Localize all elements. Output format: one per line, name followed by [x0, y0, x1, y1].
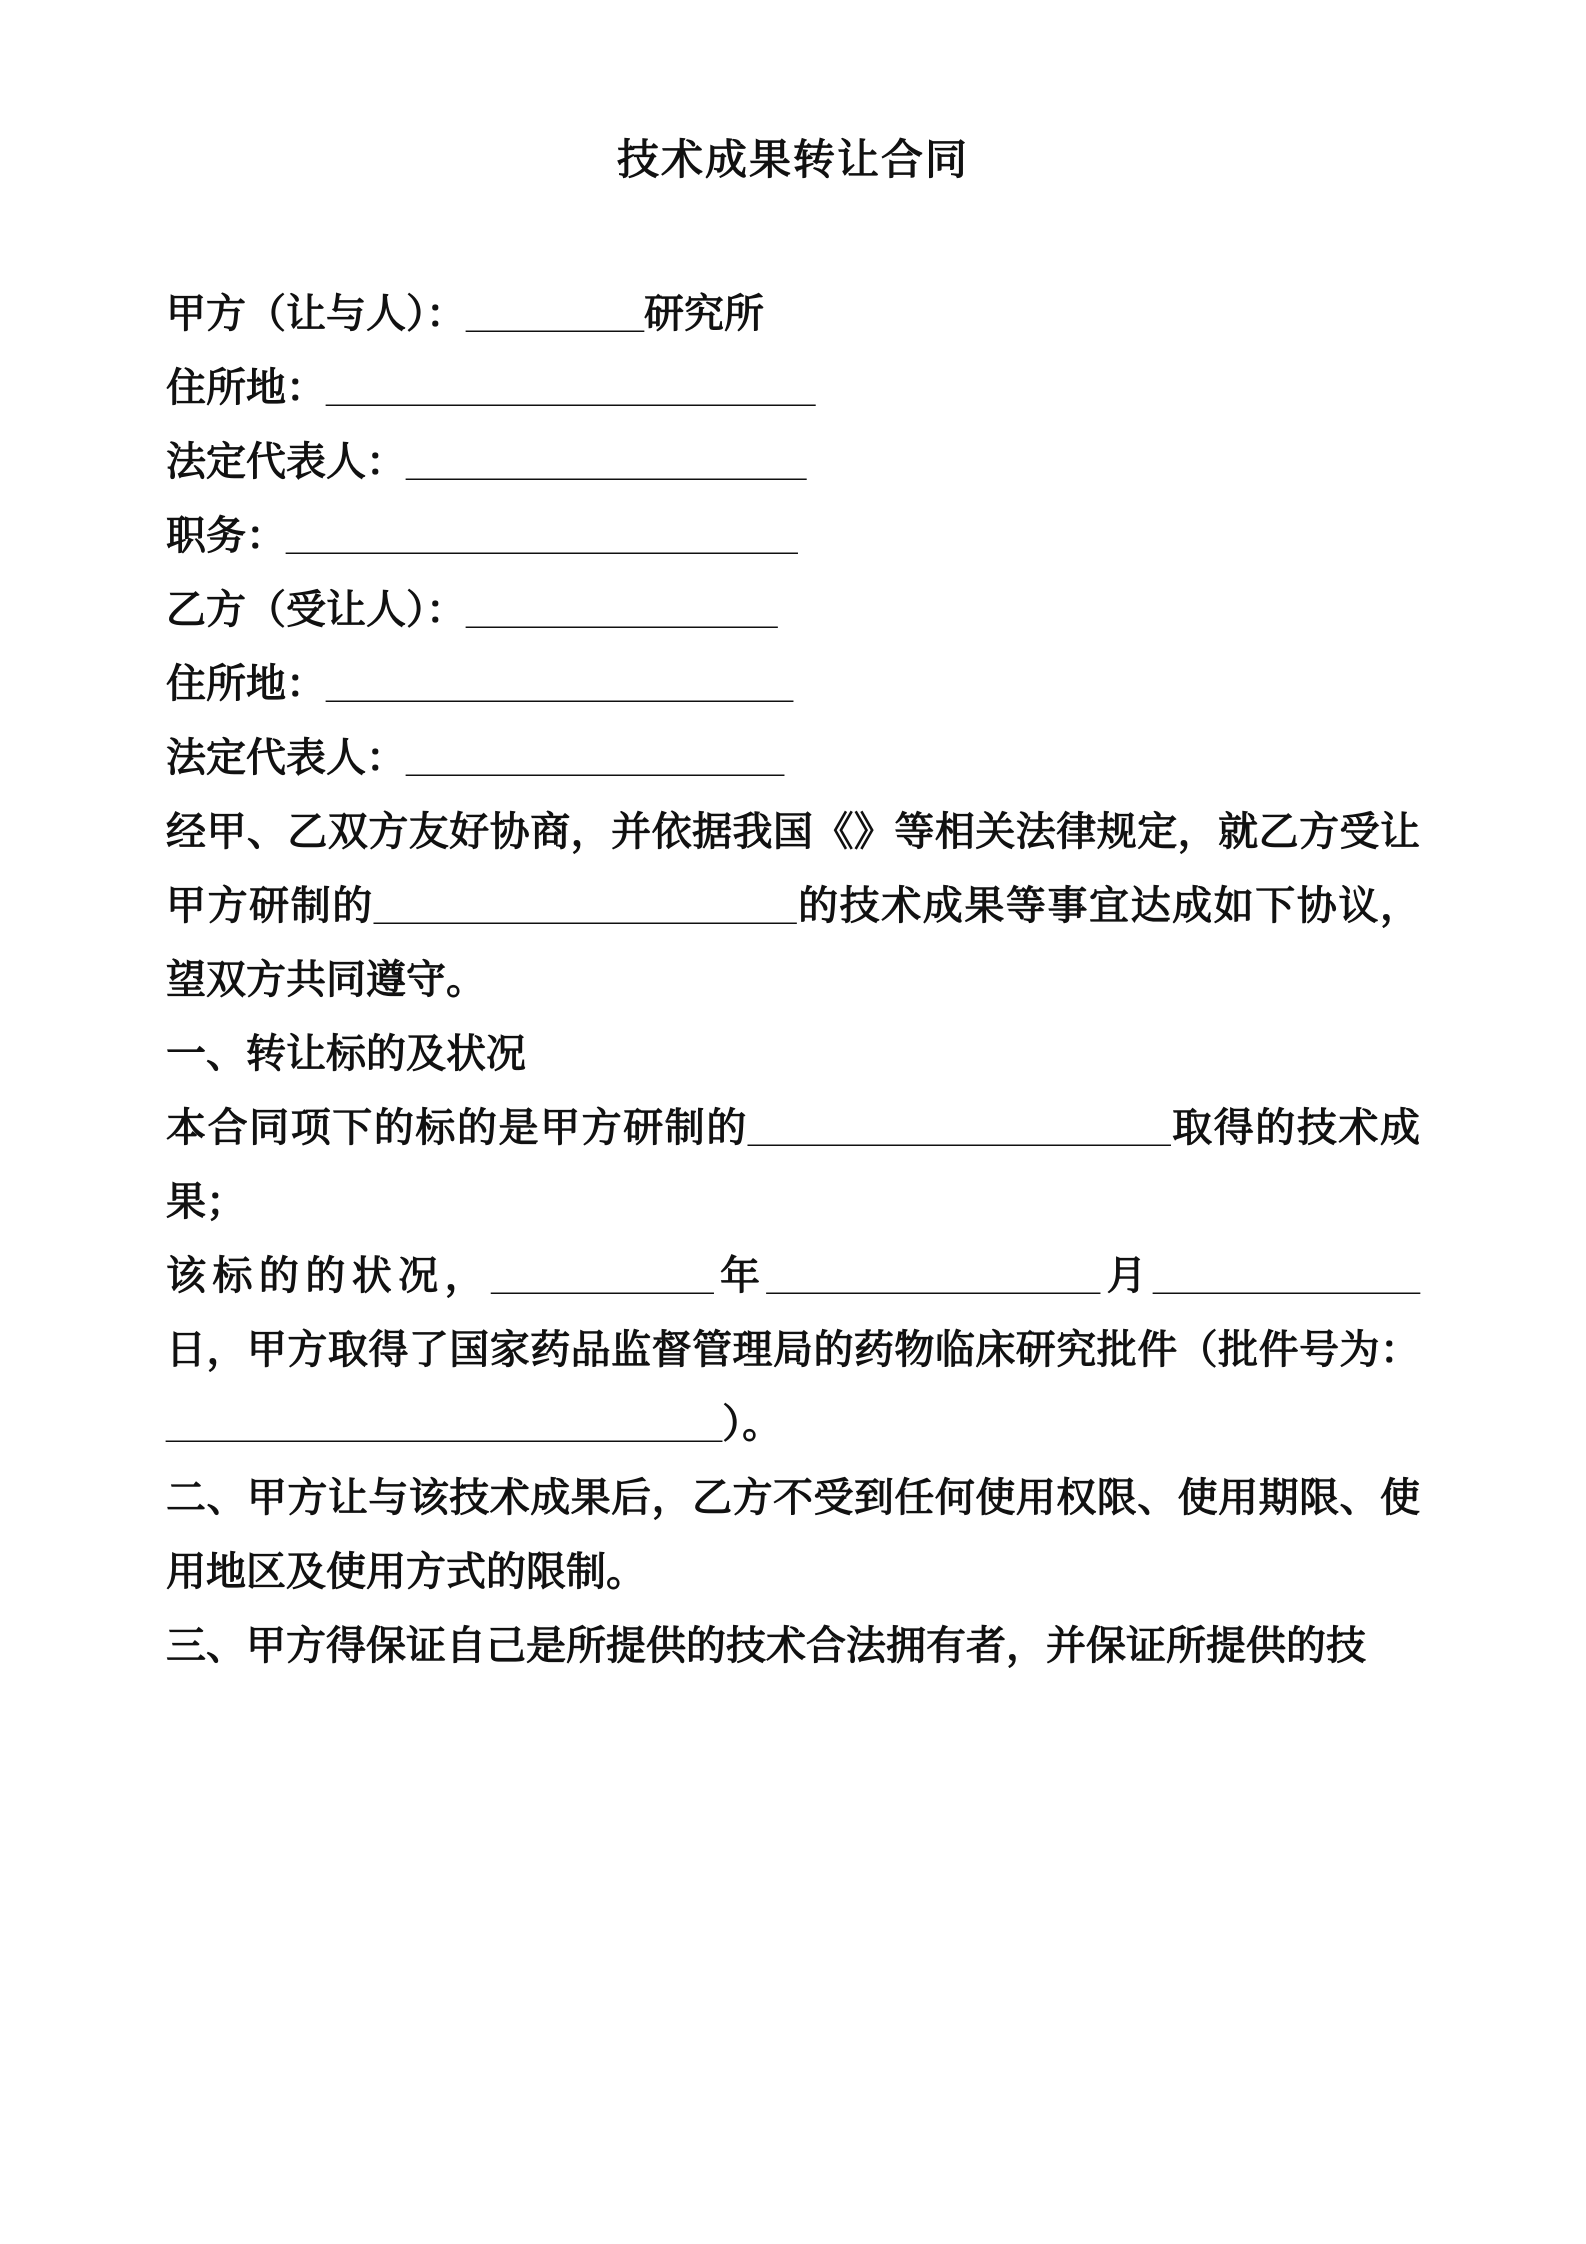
- paragraph: 本合同项下的标的是甲方研制的___________________取得的技术成果；: [166, 1106, 1420, 1224]
- document-body: [166, 277, 1420, 1683]
- paragraph: 三、甲方得保证自己是所提供的技术合法拥有者，并保证所提供的技: [166, 1624, 1366, 1668]
- paragraph: 住所地：_____________________: [166, 662, 794, 706]
- paragraph: 一、转让标的及状况: [166, 1032, 526, 1076]
- paragraph: 法定代表人：_________________: [166, 736, 785, 780]
- paragraph: 住所地：______________________: [166, 366, 816, 410]
- paragraph: 经甲、乙双方友好协商，并依据我国《》等相关法律规定，就乙方受让甲方研制的___________________的技术成果等事宜达成如下协议，望双方共同遵守。: [166, 810, 1420, 1002]
- paragraph: 二、甲方让与该技术成果后，乙方不受到任何使用权限、使用期限、使用地区及使用方式的限制。: [166, 1476, 1420, 1594]
- document-title: 技术成果转让合同: [616, 136, 969, 183]
- paragraph: 职务：_______________________: [166, 514, 798, 558]
- paragraph: 甲方（让与人）：________研究所: [166, 292, 764, 336]
- paragraph: 法定代表人：__________________: [166, 440, 807, 484]
- paragraph: 该标的的状况，__________年_______________月____________日，甲方取得了国家药品监督管理局的药物临床研究批件（批件号为：_________________________）。: [166, 1254, 1420, 1446]
- paragraph: 乙方（受让人）：______________: [166, 588, 778, 632]
